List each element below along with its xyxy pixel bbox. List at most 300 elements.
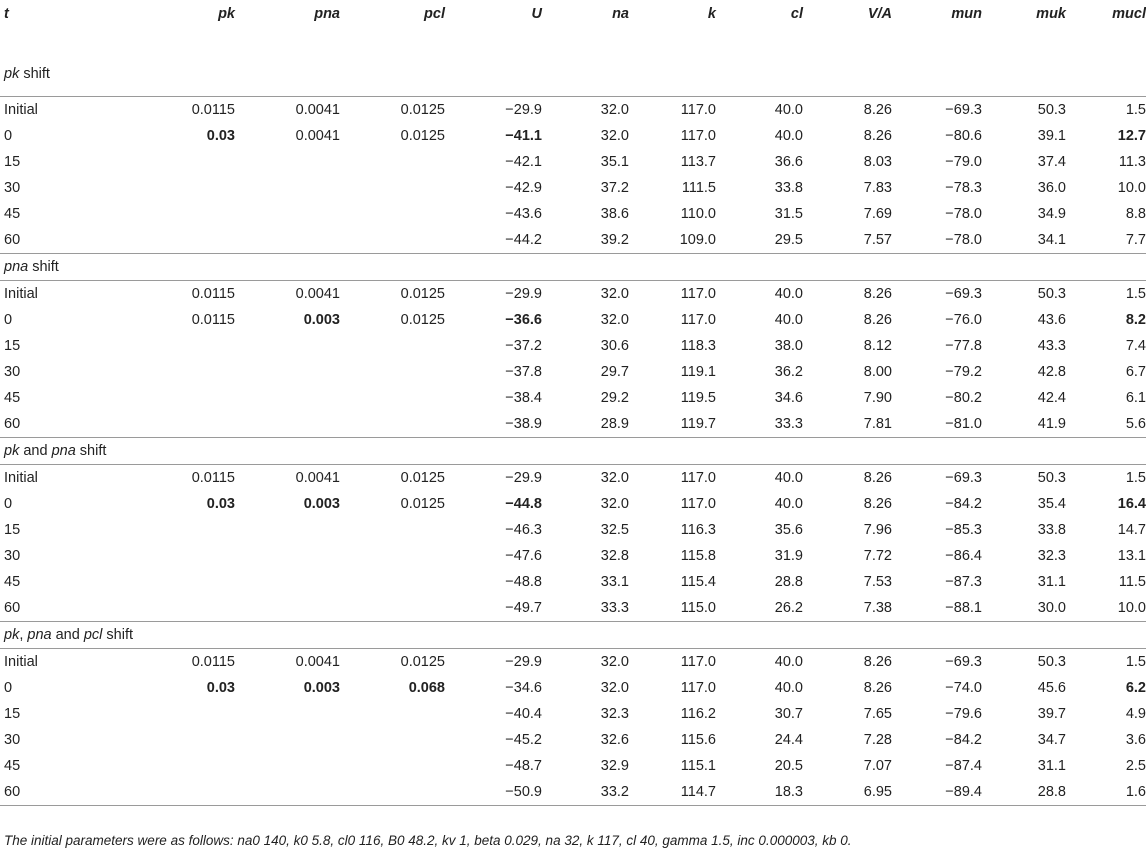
table-cell: 0.003 (303, 312, 340, 328)
table-cell: 42.8 (1037, 364, 1066, 380)
table-cell: 40.0 (774, 312, 803, 328)
table-cell: 8.26 (863, 680, 892, 696)
table-row (0, 281, 1146, 308)
table-row (0, 201, 1146, 227)
section-title-part: pk (4, 443, 20, 459)
table-cell: 40.0 (774, 470, 803, 486)
table-cell: −69.3 (945, 102, 982, 118)
table-cell: 40.0 (774, 286, 803, 302)
table-cell (235, 333, 340, 359)
table-cell: 0.0125 (400, 654, 445, 670)
table-cell: 0.0125 (400, 470, 445, 486)
column-header: pk (218, 6, 235, 22)
table-cell: 6.7 (1125, 364, 1146, 380)
table-cell: 26.2 (774, 600, 803, 616)
table-cell (120, 227, 235, 254)
table-cell: 43.3 (1037, 338, 1066, 354)
table-cell: 116.3 (680, 522, 716, 538)
table-row (0, 649, 1146, 676)
table-cell: 31.9 (774, 548, 803, 564)
table-cell: −34.6 (505, 680, 542, 696)
table-row (0, 465, 1146, 492)
table-cell: 0.0115 (191, 312, 235, 328)
table-cell: −79.0 (945, 154, 982, 170)
table-cell: −29.9 (505, 102, 542, 118)
table-cell: 116.2 (680, 706, 716, 722)
table-cell: 40.0 (774, 128, 803, 144)
table-row (0, 149, 1146, 175)
table-cell: 18.3 (716, 779, 803, 806)
section-title (0, 52, 1146, 97)
table-cell: 7.72 (863, 548, 892, 564)
table-cell: 2.5 (1125, 758, 1146, 774)
table-cell: −79.6 (945, 706, 982, 722)
table-cell: −29.9 (505, 470, 542, 486)
section-title-part: pk (4, 627, 20, 643)
table-cell: 32.8 (600, 548, 629, 564)
table-cell: 60 (4, 600, 21, 616)
table-cell: 110.0 (680, 206, 716, 222)
table-cell: 45 (4, 574, 21, 590)
column-header: k (707, 6, 716, 22)
table-cell: −80.6 (945, 128, 982, 144)
table-cell (235, 175, 340, 201)
table-cell: 50.3 (1037, 102, 1066, 118)
table-cell (235, 727, 340, 753)
table-cell (340, 411, 445, 438)
table-cell: −38.4 (505, 390, 542, 406)
table-cell: 45 (4, 206, 21, 222)
table-row (0, 359, 1146, 385)
table-cell: 20.5 (774, 758, 803, 774)
table-cell: 36.2 (774, 364, 803, 380)
table-cell: 60 (4, 416, 21, 432)
table-cell: −29.9 (505, 286, 542, 302)
table-cell: 14.7 (1117, 522, 1146, 538)
table-cell: −36.6 (505, 312, 542, 328)
table-row (0, 307, 1146, 333)
table-cell (120, 517, 235, 543)
column-header: pna (314, 6, 340, 22)
table-cell (235, 411, 340, 438)
table-cell: −81.0 (945, 416, 982, 432)
table-cell: −42.9 (505, 180, 542, 196)
section-header-row (0, 438, 1146, 465)
table-cell (340, 227, 445, 254)
table-cell: 30 (4, 180, 21, 196)
table-cell: 115.6 (680, 732, 716, 748)
table-cell: 1.6 (1066, 779, 1146, 806)
table-cell: 115.0 (680, 600, 716, 616)
table-cell: −69.3 (945, 286, 982, 302)
table-row (0, 175, 1146, 201)
table-cell: 117.0 (680, 312, 716, 328)
table-cell: 33.1 (600, 574, 629, 590)
table-cell: 6.95 (803, 779, 892, 806)
table-cell: 118.3 (680, 338, 716, 354)
table-cell: 8.12 (863, 338, 892, 354)
table-cell: 8.26 (863, 102, 892, 118)
table-cell: Initial (4, 470, 38, 486)
table-cell: 7.96 (863, 522, 892, 538)
table-cell: −84.2 (945, 732, 982, 748)
table-cell (120, 569, 235, 595)
table-cell: 5.6 (1125, 416, 1146, 432)
table-cell: 0.0125 (400, 496, 445, 512)
table-cell: −86.4 (945, 548, 982, 564)
table-cell (340, 175, 445, 201)
table-cell: 7.28 (863, 732, 892, 748)
table-cell: 32.5 (600, 522, 629, 538)
column-header: na (612, 6, 629, 22)
table-cell: 35.4 (1037, 496, 1066, 512)
table-cell: 34.6 (774, 390, 803, 406)
section-header-row (0, 254, 1146, 281)
table-cell: 119.1 (680, 364, 716, 380)
table-row (0, 753, 1146, 779)
table-cell: 50.3 (1037, 286, 1066, 302)
table-cell (235, 517, 340, 543)
column-header: mucl (1112, 6, 1146, 22)
table-cell: 7.65 (863, 706, 892, 722)
table-cell (235, 753, 340, 779)
table-row (0, 595, 1146, 622)
table-cell: 35.6 (774, 522, 803, 538)
table-cell: 0.0041 (295, 286, 340, 302)
table-cell: 115.4 (680, 574, 716, 590)
table-cell: 0.0115 (191, 470, 235, 486)
table-cell: 0.0041 (295, 470, 340, 486)
table-cell (235, 227, 340, 254)
table-cell: 0.0115 (191, 286, 235, 302)
table-cell: 117.0 (680, 680, 716, 696)
table-cell: 29.5 (774, 232, 803, 248)
table-cell: 39.1 (1037, 128, 1066, 144)
table-cell: 8.26 (863, 128, 892, 144)
column-header: V/A (867, 6, 892, 22)
table-cell: 32.6 (600, 732, 629, 748)
section-title-part: pna (51, 443, 76, 459)
table-cell: 15 (4, 522, 21, 538)
table-cell: 0.0041 (295, 128, 340, 144)
table-row (0, 97, 1146, 124)
table-cell: 32.3 (600, 706, 629, 722)
table-body (0, 52, 1146, 806)
table-cell (235, 385, 340, 411)
table-row (0, 227, 1146, 254)
section-title-part: pk (4, 66, 20, 82)
table-cell (235, 543, 340, 569)
table-cell: 60 (0, 779, 120, 806)
table-cell: 119.7 (680, 416, 716, 432)
table-cell (340, 701, 445, 727)
table-cell: −40.4 (505, 706, 542, 722)
table-cell: 0.03 (206, 680, 235, 696)
table-row (0, 385, 1146, 411)
table-cell: 33.8 (1037, 522, 1066, 538)
table-cell (120, 779, 235, 806)
table-cell (235, 595, 340, 622)
table-cell: 117.0 (680, 102, 716, 118)
table-cell (340, 517, 445, 543)
section-title (0, 622, 1146, 649)
table-cell: 45 (4, 390, 21, 406)
table-cell: 0.0125 (400, 312, 445, 328)
table-cell: 7.07 (863, 758, 892, 774)
table-cell: 32.0 (600, 312, 629, 328)
table-cell: 41.9 (1037, 416, 1066, 432)
table-cell: 0 (4, 680, 13, 696)
table-cell: 29.2 (600, 390, 629, 406)
table-cell: 1.5 (1125, 102, 1146, 118)
table-cell: 34.7 (1037, 732, 1066, 748)
table-cell: 35.1 (600, 154, 629, 170)
table-cell: 32.0 (600, 680, 629, 696)
header-row (0, 0, 1146, 52)
table-cell: 8.26 (863, 312, 892, 328)
table-cell: 0 (4, 496, 13, 512)
table-cell: 37.2 (600, 180, 629, 196)
table-cell: −69.3 (945, 470, 982, 486)
table-cell: −87.4 (945, 758, 982, 774)
table-cell: 40.0 (774, 102, 803, 118)
column-header: t (4, 6, 9, 22)
table-cell: 0.0115 (191, 654, 235, 670)
table-cell: 24.4 (774, 732, 803, 748)
table-cell: 115.1 (680, 758, 716, 774)
table-cell: 1.5 (1125, 286, 1146, 302)
table-cell (235, 701, 340, 727)
section-title (0, 438, 1146, 465)
table-cell (235, 149, 340, 175)
section-title-part: pna (4, 259, 29, 275)
table-cell (120, 359, 235, 385)
table-cell (340, 201, 445, 227)
table-cell: 8.03 (863, 154, 892, 170)
section-title-part: shift (102, 627, 134, 643)
table-cell: −46.3 (505, 522, 542, 538)
table-cell: −48.8 (505, 574, 542, 590)
table-cell (120, 701, 235, 727)
section-title-part: pcl (83, 627, 103, 643)
table-cell: −89.4 (892, 779, 982, 806)
table-cell: 0.0125 (400, 102, 445, 118)
table-cell: 31.1 (1037, 574, 1066, 590)
table-cell: 0.0041 (295, 654, 340, 670)
table-row (0, 543, 1146, 569)
table-cell: 15 (4, 338, 21, 354)
table-cell: 7.83 (863, 180, 892, 196)
table-cell: −49.7 (505, 600, 542, 616)
table-cell: −69.3 (945, 654, 982, 670)
table-cell: −77.8 (945, 338, 982, 354)
table-cell: 0.0125 (400, 286, 445, 302)
table-row (0, 779, 1146, 806)
table-cell: 28.9 (600, 416, 629, 432)
table-cell: Initial (4, 286, 38, 302)
table-cell: 32.0 (600, 286, 629, 302)
table-cell: 11.5 (1118, 574, 1146, 590)
table-cell: 50.3 (1037, 470, 1066, 486)
table-cell: −85.3 (945, 522, 982, 538)
table-cell (340, 385, 445, 411)
table-cell: 4.9 (1125, 706, 1146, 722)
table-row (0, 333, 1146, 359)
section-title-part: and (19, 443, 52, 459)
table-cell: 109.0 (679, 232, 716, 248)
section-title-part: pna (27, 627, 52, 643)
table-cell: 8.8 (1125, 206, 1146, 222)
table-cell: 11.3 (1118, 154, 1146, 170)
table-cell: 36.6 (774, 154, 803, 170)
table-cell: −84.2 (945, 496, 982, 512)
table-cell: 0.0125 (400, 128, 445, 144)
table-cell: 8.2 (1125, 312, 1146, 328)
table-cell (120, 175, 235, 201)
table-cell: −78.3 (945, 180, 982, 196)
table-cell (120, 411, 235, 438)
table-cell: 8.00 (863, 364, 892, 380)
table-cell: 50.3 (1037, 654, 1066, 670)
table-row (0, 727, 1146, 753)
table-cell: 117.0 (680, 286, 716, 302)
table-cell: 32.0 (600, 102, 629, 118)
table-cell: 15 (4, 154, 21, 170)
table-cell: 42.4 (1037, 390, 1066, 406)
table-row (0, 411, 1146, 438)
table-cell: 30.6 (600, 338, 629, 354)
table-row (0, 569, 1146, 595)
table-cell: −44.8 (505, 496, 542, 512)
table-cell: 30 (4, 548, 21, 564)
table-cell: 10.0 (1117, 180, 1146, 196)
table-cell: 32.0 (600, 496, 629, 512)
table-cell: 0.03 (206, 128, 235, 144)
table-cell: −74.0 (945, 680, 982, 696)
table-cell: 0 (4, 312, 13, 328)
table-cell (120, 333, 235, 359)
table-cell: 0.068 (408, 680, 445, 696)
table-cell: −38.9 (505, 416, 542, 432)
table-cell: 39.2 (600, 232, 629, 248)
table-cell: 117.0 (680, 654, 716, 670)
table-cell: 7.38 (863, 600, 892, 616)
table-cell: −76.0 (945, 312, 982, 328)
table-cell: 33.8 (774, 180, 803, 196)
table-cell: 16.4 (1117, 496, 1146, 512)
table-cell: 31.5 (774, 206, 803, 222)
table-cell: 15 (4, 706, 21, 722)
section-title-part: , (19, 627, 28, 643)
section-header-row (0, 52, 1146, 97)
table-cell: 30 (4, 732, 21, 748)
table-cell: 7.53 (863, 574, 892, 590)
table-cell: 1.5 (1125, 654, 1146, 670)
table-cell: Initial (4, 102, 38, 118)
table-cell: 33.3 (600, 600, 629, 616)
table-cell: −78.0 (945, 206, 982, 222)
table-cell (340, 779, 445, 806)
table-cell (120, 149, 235, 175)
table-cell: 38.6 (600, 206, 629, 222)
table-cell: 114.7 (629, 779, 716, 806)
table-row (0, 701, 1146, 727)
table-cell: 43.6 (1037, 312, 1066, 328)
section-title-part: and (51, 627, 84, 643)
table-cell: 3.6 (1125, 732, 1146, 748)
table-cell: 28.8 (774, 574, 803, 590)
column-header: muk (1036, 6, 1066, 22)
table-cell: −88.1 (945, 600, 982, 616)
table-cell (120, 595, 235, 622)
column-header: pcl (424, 6, 445, 22)
table-cell: 111.5 (681, 180, 716, 196)
table-cell: 12.7 (1117, 128, 1146, 144)
table-cell (235, 201, 340, 227)
table-cell: Initial (4, 654, 38, 670)
table-cell: 31.1 (1037, 758, 1066, 774)
table-cell: 0.003 (303, 496, 340, 512)
table-cell: 7.4 (1125, 338, 1146, 354)
table-cell: 117.0 (680, 496, 716, 512)
table-cell: 32.3 (1037, 548, 1066, 564)
table-cell: −37.8 (505, 364, 542, 380)
table-cell: 32.0 (600, 470, 629, 486)
table-row (0, 491, 1146, 517)
table-cell: 8.26 (863, 286, 892, 302)
table-cell (235, 779, 340, 806)
column-header: cl (790, 6, 803, 22)
table-cell: −43.6 (505, 206, 542, 222)
section-header-row (0, 622, 1146, 649)
table-cell: −79.2 (945, 364, 982, 380)
table-cell (340, 727, 445, 753)
table-cell: −48.7 (505, 758, 542, 774)
table-footnote: The initial parameters were as follows: na0 140, k0 5.8, cl0 116, B0 48.2, kv 1, beta 0.029, na 32, k 117, cl 40, gamma 1.5, inc 0.000003, kb 0. (4, 833, 852, 848)
table-cell (120, 753, 235, 779)
table-cell: 8.26 (863, 654, 892, 670)
table-cell (340, 753, 445, 779)
table-cell: 7.7 (1125, 232, 1146, 248)
table-cell: 40.0 (774, 680, 803, 696)
table-cell: −29.9 (505, 654, 542, 670)
table-cell: 115.8 (680, 548, 716, 564)
table-cell: 60 (4, 232, 21, 248)
table-cell: 1.5 (1125, 470, 1146, 486)
table-cell (340, 149, 445, 175)
table-cell: 33.2 (542, 779, 629, 806)
table-cell: 39.7 (1037, 706, 1066, 722)
table-cell: −80.2 (945, 390, 982, 406)
table-cell: 7.57 (863, 232, 892, 248)
table-cell: 0 (4, 128, 13, 144)
table-cell: 33.3 (774, 416, 803, 432)
table-cell: 40.0 (774, 496, 803, 512)
table-cell (340, 543, 445, 569)
table-cell: 117.0 (680, 128, 716, 144)
table-cell: 8.26 (863, 496, 892, 512)
column-header: mun (951, 6, 982, 22)
table-cell: 28.8 (982, 779, 1066, 806)
table-cell: 32.9 (600, 758, 629, 774)
table-cell: −87.3 (945, 574, 982, 590)
table-cell: 34.9 (1037, 206, 1066, 222)
table-cell: 38.0 (774, 338, 803, 354)
table-cell: 34.1 (1037, 232, 1066, 248)
table-cell (120, 201, 235, 227)
table-cell: 36.0 (1037, 180, 1066, 196)
table-cell: 29.7 (600, 364, 629, 380)
